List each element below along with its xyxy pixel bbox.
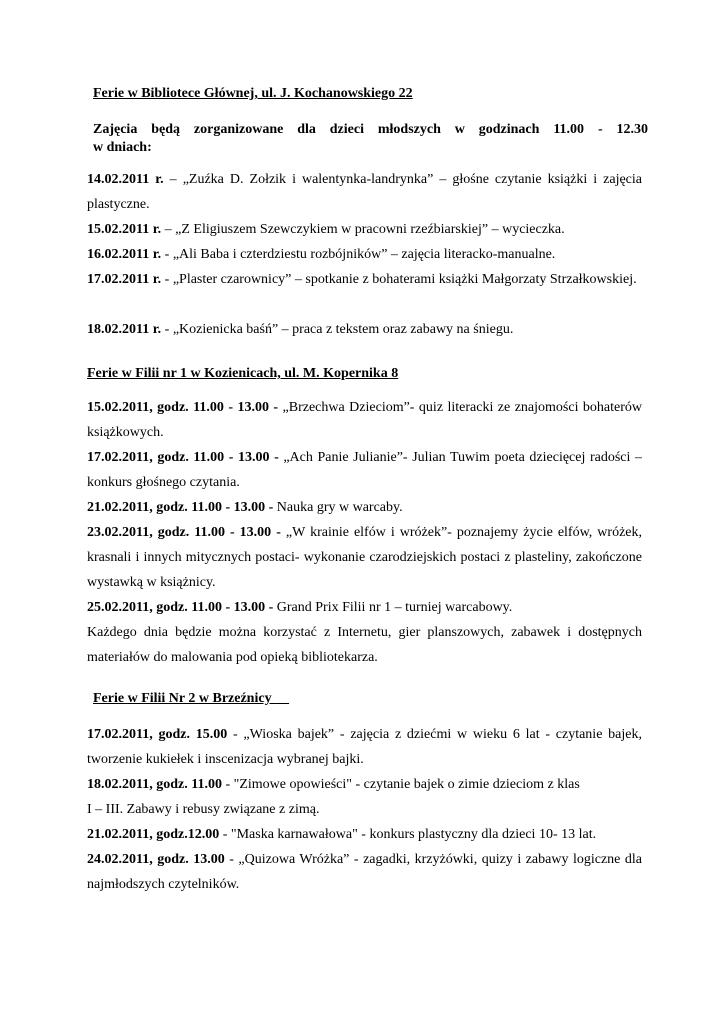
event-entry	[87, 445, 642, 495]
event-date: 17.02.2011, godz. 11.00 - 13.00 -	[87, 450, 279, 465]
event-entry	[87, 847, 642, 897]
intro-line-1: Zajęcia będą zorganizowane dla dzieci młodszych w godzinach 11.00 - 12.30	[93, 122, 648, 137]
event-date: 24.02.2011, godz. 13.00	[87, 852, 225, 867]
event-description: „W krainie elfów i wróżek”- poznajemy życie elfów, wróżek, krasnali i innych mitycznych postaci- wykonanie czarodziejskich postaci z plasteliny, zakończone wystawką w książnicy.	[87, 525, 642, 590]
event-date: 18.02.2011, godz. 11.00	[87, 777, 222, 792]
event-date: 23.02.2011, godz. 11.00 - 13.00 -	[87, 525, 281, 540]
event-entry	[87, 267, 642, 292]
event-date: 18.02.2011 r.	[87, 322, 162, 337]
event-description: - "Zimowe opowieści" - czytanie bajek o zimie dzieciom z klas	[221, 777, 580, 792]
event-description: Nauka gry w warcaby.	[273, 500, 403, 515]
event-description: Grand Prix Filii nr 1 – turniej warcabowy.	[273, 600, 513, 615]
event-entry	[87, 772, 642, 822]
event-date: 21.02.2011, godz.12.00	[87, 827, 220, 842]
event-entry	[87, 217, 642, 242]
event-description-continued: I – III. Zabawy i rebusy związane z zimą.	[87, 802, 320, 817]
intro-line-2: w dniach:	[93, 140, 152, 155]
event-description: „Ach Panie Julianie”- Julian Tuwim poeta dziecięcej radości – konkurs głośnego czytania.	[87, 450, 642, 490]
event-entry	[87, 722, 642, 772]
event-date: 17.02.2011 r.	[87, 272, 162, 287]
event-description: - "Maska karnawałowa" - konkurs plastyczny dla dzieci 10- 13 lat.	[219, 827, 597, 842]
event-description: - „Plaster czarownicy” – spotkanie z bohaterami książki Małgorzaty Strzałkowskiej.	[161, 272, 637, 287]
event-entry	[87, 317, 642, 342]
branch-note: Każdego dnia będzie można korzystać z Internetu, gier planszowych, zabawek i dostępnych materiałów do malowania pod opieką bibliotekarza.	[87, 625, 642, 665]
event-entry	[87, 595, 642, 620]
event-entry	[87, 495, 642, 520]
event-entry	[87, 520, 642, 595]
event-date: 15.02.2011 r.	[87, 222, 162, 237]
event-date: 14.02.2011 r.	[87, 172, 164, 187]
event-entry	[87, 822, 642, 847]
event-description: „Brzechwa Dzieciom”- quiz literacki ze znajomości bohaterów książkowych.	[87, 400, 643, 440]
event-date: 25.02.2011, godz. 11.00 - 13.00 -	[87, 600, 274, 615]
section-heading-main-library: Ferie w Bibliotece Głównej, ul. J. Kochanowskiego 22	[93, 86, 413, 101]
event-date: 21.02.2011, godz. 11.00 - 13.00 -	[87, 500, 274, 515]
event-description: – „Z Eligiuszem Szewczykiem w pracowni rzeźbiarskiej” – wycieczka.	[161, 222, 565, 237]
event-date: 15.02.2011, godz. 11.00 - 13.00 -	[87, 400, 279, 415]
event-description: - „Wioska bajek” - zajęcia z dziećmi w wieku 6 lat - czytanie bajek, tworzenie kukiełek i inscenizacja wybranej bajki.	[87, 727, 642, 767]
section-heading-branch-1: Ferie w Filii nr 1 w Kozienicach, ul. M. Kopernika 8	[87, 366, 399, 381]
event-description: - „Kozienicka baśń” – praca z tekstem oraz zabawy na śniegu.	[161, 322, 514, 337]
section-heading-branch-2: Ferie w Filii Nr 2 w Brzeźnicy	[93, 691, 276, 706]
event-description: - „Quizowa Wróżka” - zagadki, krzyżówki, quizy i zabawy logiczne dla najmłodszych czytelników.	[87, 852, 643, 892]
event-entry	[87, 167, 642, 217]
event-description: – „Zuźka D. Zołzik i walentynka-landrynka” – głośne czytanie książki i zajęcia plastyczne.	[87, 172, 642, 212]
event-date: 16.02.2011 r.	[87, 247, 162, 262]
event-entry	[87, 395, 642, 445]
event-date: 17.02.2011, godz. 15.00	[87, 727, 228, 742]
section-intro	[93, 121, 648, 157]
event-description: - „Ali Baba i czterdziestu rozbójników” – zajęcia literacko-manualne.	[161, 247, 556, 262]
event-entry	[87, 242, 642, 267]
